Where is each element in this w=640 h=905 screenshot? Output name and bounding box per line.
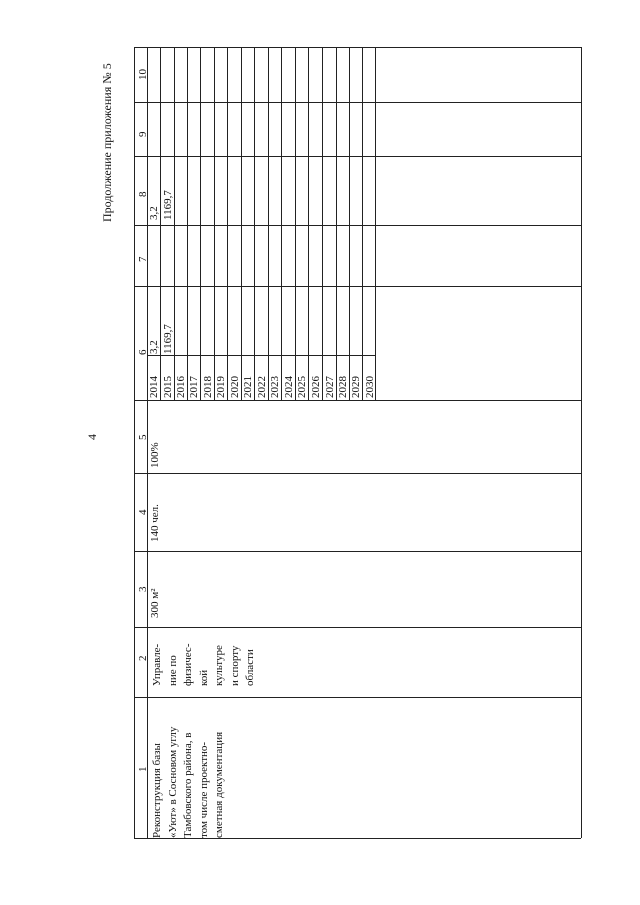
table-border-right (581, 47, 582, 838)
column-separator-1 (134, 697, 581, 698)
header-number-9: 9 (137, 131, 149, 137)
year-row-line-15 (349, 47, 350, 400)
column-separator-9 (134, 102, 581, 103)
col6-value-2014: 3,2 (148, 340, 160, 354)
header-number-3: 3 (137, 586, 149, 592)
year-row-line-13 (322, 47, 323, 400)
table-border-bottom (134, 838, 581, 839)
year-2024: 2024 (283, 376, 295, 398)
header-number-5: 5 (137, 434, 149, 440)
header-number-2: 2 (137, 655, 149, 661)
year-row-line-8 (254, 47, 255, 400)
year-row-line-14 (336, 47, 337, 400)
people-value: 140 чел. (149, 504, 161, 542)
header-number-1: 1 (137, 766, 149, 772)
year-2021: 2021 (242, 376, 254, 398)
column-separator-8 (134, 156, 581, 157)
year-row-line-10 (281, 47, 282, 400)
year-2017: 2017 (188, 376, 200, 398)
year-2015: 2015 (162, 376, 174, 398)
header-row-separator (147, 47, 148, 838)
year-2014: 2014 (148, 376, 160, 398)
year-2022: 2022 (256, 376, 268, 398)
year-row-line-9 (268, 47, 269, 400)
continuation-title: Продолжение приложения № 5 (100, 63, 114, 222)
year-2027: 2027 (324, 376, 336, 398)
col8-value-2014: 3,2 (148, 206, 160, 220)
column-separator-3 (134, 551, 581, 552)
year-row-line-4 (200, 47, 201, 400)
year-2026: 2026 (310, 376, 322, 398)
header-number-4: 4 (137, 509, 149, 515)
column-separator-6 (134, 286, 581, 287)
table-border-top (134, 47, 581, 48)
year-row-line-11 (295, 47, 296, 400)
page-number: 4 (85, 434, 99, 440)
year-2018: 2018 (202, 376, 214, 398)
header-number-7: 7 (137, 256, 149, 262)
readiness-value: 100% (149, 442, 161, 468)
customer-name: Управле- ние по физичес- кой культуре и спорту области (151, 643, 256, 686)
year-row-line-5 (214, 47, 215, 400)
year-2029: 2029 (350, 376, 362, 398)
column-separator-5 (134, 400, 581, 401)
column-separator-4 (134, 473, 581, 474)
year-row-line-2 (174, 47, 175, 400)
year-row-line-6 (227, 47, 228, 400)
column-separator-7 (134, 225, 581, 226)
year-2030: 2030 (364, 376, 376, 398)
col8-value-2015: 1169,7 (162, 190, 174, 220)
year-row-line-16 (362, 47, 363, 400)
year-2028: 2028 (337, 376, 349, 398)
header-number-10: 10 (137, 69, 149, 80)
year-2019: 2019 (215, 376, 227, 398)
year-row-line-3 (187, 47, 188, 400)
year-2025: 2025 (296, 376, 308, 398)
year-2016: 2016 (175, 376, 187, 398)
year-2020: 2020 (229, 376, 241, 398)
object-name: Реконструкция базы «Уют» в Сосновом углу Тамбовского района, в том числе проектно- сметная документация (151, 726, 225, 838)
header-number-6: 6 (137, 349, 149, 355)
col6-value-2015: 1169,7 (162, 324, 174, 354)
header-number-8: 8 (137, 191, 149, 197)
year-row-line-1 (160, 47, 161, 400)
year-2023: 2023 (269, 376, 281, 398)
table-border-left (134, 47, 135, 838)
capacity-value: 300 м² (149, 588, 161, 618)
year-row-line-last (375, 47, 376, 400)
year-subcolumn-separator (147, 355, 375, 356)
year-row-line-7 (241, 47, 242, 400)
year-row-line-12 (308, 47, 309, 400)
